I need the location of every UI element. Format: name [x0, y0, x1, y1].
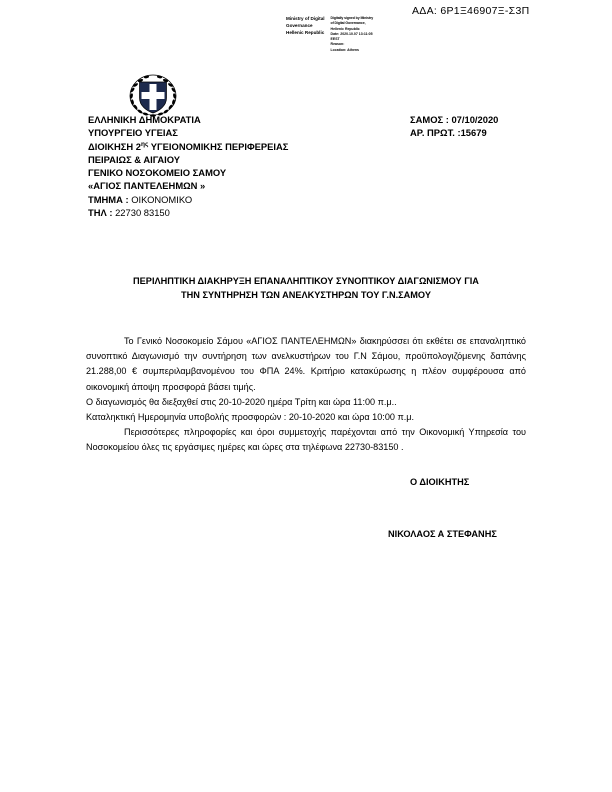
- document-title: [86, 274, 526, 302]
- letterhead-line-ministry: ΥΠΟΥΡΓΕΙΟ ΥΓΕΙΑΣ: [88, 127, 178, 139]
- body-line-auction-date: Ο διαγωνισμός θα διεξαχθεί στις 20-10-2020 ημέρα Τρίτη και ώρα 11:00 π.μ..: [86, 396, 397, 407]
- letterhead-line-piraeus-aegean: ΠΕΙΡΑΙΩΣ & ΑΙΓΑΙΟΥ: [88, 153, 180, 165]
- signature-details: [331, 16, 374, 53]
- document-title-line2: ΤΗΝ ΣΥΝΤΗΡΗΣΗ ΤΩΝ ΑΝΕΛΚΥΣΤΗΡΩΝ ΤΟΥ Γ.Ν.ΣΑΜΟΥ: [181, 290, 431, 300]
- letterhead: [88, 113, 288, 219]
- letterhead-line-department: [88, 193, 288, 206]
- signature-detail-line7: Location: Athens: [330, 47, 359, 52]
- closing-signatory-name: ΝΙΚΟΛΑΟΣ Α ΣΤΕΦΑΝΗΣ: [388, 529, 497, 539]
- closing-title: Ο ΔΙΟΙΚΗΤΗΣ: [410, 477, 470, 487]
- signature-detail-line2: of Digital Governance,: [330, 21, 366, 26]
- signature-detail-line5: EEST: [330, 37, 340, 41]
- department-label: ΤΜΗΜΑ :: [88, 193, 132, 205]
- document-body: [86, 334, 526, 456]
- protocol-number: ΑΡ. ΠΡΩΤ. :15679: [410, 127, 487, 139]
- document-title-line1: ΠΕΡΙΛΗΠΤΙΚΗ ΔΙΑΚΗΡΥΞΗ ΕΠΑΝΑΛΗΠΤΙΚΟΥ ΣΥΝΟΠΤΙΚΟΥ ΔΙΑΓΩΝΙΣΜΟΥ ΓΙΑ: [133, 276, 479, 286]
- letterhead-line-health-region: [88, 140, 288, 153]
- letterhead-line-hospital: ΓΕΝΙΚΟ ΝΟΣΟΚΟΜΕΙΟ ΣΑΜΟΥ: [88, 167, 227, 179]
- signature-authority: [286, 16, 325, 37]
- signature-detail-line6: Reason:: [330, 42, 345, 47]
- signature-authority-line2: Governance: [286, 22, 313, 28]
- signature-detail-line3: Hellenic Republic: [330, 26, 360, 31]
- letterhead-line-phone: [88, 206, 288, 219]
- signature-authority-line1: Ministry of Digital: [286, 16, 325, 21]
- phone-value: 22730 83150: [115, 207, 170, 219]
- digital-signature-stamp: [286, 16, 373, 53]
- body-line-submission-deadline: Καταληκτική Ημερομηνία υποβολής προσφορών : 20-10-2020 και ώρα 10:00 π.μ.: [86, 412, 415, 423]
- signature-detail-line1: Digitally signed by Ministry: [330, 16, 374, 20]
- letterhead-line-hospital-name: «ΑΓΙΟΣ ΠΑΝΤΕΛΕΗΜΩΝ »: [88, 180, 206, 192]
- body-paragraph-announcement: Το Γενικό Νοσοκομείο Σάμου «ΑΓΙΟΣ ΠΑΝΤΕΛΕΗΜΩΝ» διακηρύσσει ότι εκθέτει σε επαναληπτικό συνοπτικό Διαγωνισμό την συντήρηση των ανελκυστήρων του Γ.Ν Σάμου, προϋπολογιζόμενης δαπάνης 21.288,00 € συμπεριλαμβανομένου του ΦΠΑ 24%. Κριτήριο κατακύρωσης η πλέον συμφέρουσα από οικονομική άποψη προσφορά βάσει τιμής.: [86, 336, 526, 392]
- health-region-prefix: ΔΙΟΙΚΗΣΗ 2: [88, 140, 141, 152]
- signature-detail-line4: Date: 2020.10.07 13:11:05: [330, 31, 373, 36]
- body-paragraph-contact: Περισσότερες πληροφορίες και όροι συμμετοχής παρέχονται από την Οικονομική Υπηρεσία του Νοσοκομείου όλες τις εργάσιμες ημέρες και ώρες στα τηλέφωνα 22730-83150 .: [86, 427, 526, 453]
- coat-of-arms-emblem: [126, 72, 180, 118]
- phone-label: ΤΗΛ :: [88, 207, 116, 219]
- department-value: ΟΙΚΟΝΟΜΙΚΟ: [131, 193, 193, 205]
- letterhead-line-republic: ΕΛΛΗΝΙΚΗ ΔΗΜΟΚΡΑΤΙΑ: [88, 114, 201, 125]
- health-region-ordinal: ης: [141, 140, 149, 148]
- signature-authority-line3: Hellenic Republic: [286, 29, 325, 35]
- health-region-suffix: ΥΓΕΙΟΝΟΜΙΚΗΣ ΠΕΡΙΦΕΡΕΙΑΣ: [148, 140, 289, 152]
- protocol-block: [410, 113, 498, 140]
- protocol-place-date: ΣΑΜΟΣ : 07/10/2020: [410, 114, 499, 125]
- ada-code-stamp: ΑΔΑ: 6Ρ1Ξ46907Ξ-Σ3Π: [412, 5, 530, 17]
